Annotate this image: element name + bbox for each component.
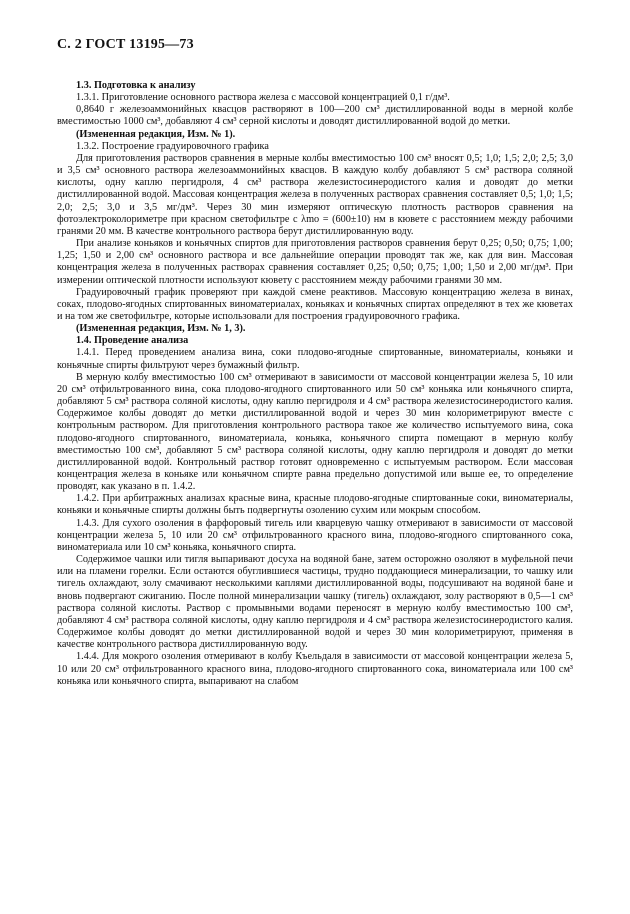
document-body — [57, 80, 573, 688]
amendment-note: (Измененная редакция, Изм. № 1, 3). — [76, 323, 246, 335]
paragraph: 1.4.1. Перед проведением анализа вина, соки плодово-ягодные спиртованные, виноматериалы, коньяки и коньячные спирты фильтруют через бумажный фильтр. — [57, 347, 573, 371]
paragraph: В мерную колбу вместимостью 100 см³ отмеривают в зависимости от массовой концентрации железа 5, 10 или 20 см³ отфильтрованного вина, сока плодово-ягодного спиртованного или 50 см³ коньяка или коньячного спирта, добавляют 5 см³ раствора соляной кислоты, одну каплю пергидроля и 4 см³ раствора железистосинеродистого калия. Содержимое колбы доводят до метки дистиллированной водой и через 30 мин колориметрируют вместе с контрольным раствором. Для приготовления контрольного раствора такое же количество испытуемого вина, сока плодово-ягодного спиртованного, виноматериала, коньяка, коньячного спирта помещают в мерную колбу вместимостью 100 см³, добавляют 5 см³ раствора соляной кислоты, одну каплю пергидроля и доводят до метки дистиллированной водой. Контрольный раствор готовят одновременно с испытуемым раствором. Если массовая концентрация железа в коньяке или коньячном спирте равна предельно допустимой или выше ее, то определение проводят, как указано в п. 1.4.2. — [57, 371, 573, 493]
paragraph: Градуировочный график проверяют при каждой смене реактивов. Массовую концентрацию железа в винах, соках, плодово-ягодных спиртованных виноматериалах, коньяках и коньячных спиртах определяют в тех же кюветах и на том же светофильтре, которые использовали для построения градуировочного графика. — [57, 286, 573, 322]
section-heading: 1.3. Подготовка к анализу — [76, 80, 196, 91]
amendment-note: (Измененная редакция, Изм. № 1). — [76, 128, 236, 140]
paragraph: Для приготовления растворов сравнения в мерные колбы вместимостью 100 см³ вносят 0,5; 1,0; 1,5; 2,0; 2,5; 3,0 и 3,5 см³ основного раствора железоаммонийных квасцов. В каждую колбу добавляют 5 см³ раствора соляной кислоты, одну каплю пергидроля, 4 см³ раствора железистосинеродистого калия и доводят до метки дистиллированной водой. Массовая концентрация железа в полученных растворах сравнения составляет 0,5; 1,0; 1,5; 2,0; 2,5; 3,0 и 3,5 мг/дм³. Через 30 мин измеряют оптическую плотность растворов сравнения на фотоэлектроколориметре при красном светофильтре с λmo = (600±10) нм в кювете с расстоянием между рабочими гранями 20 мм. В качестве контрольного раствора берут дистиллированную воду. — [57, 152, 573, 237]
paragraph: 1.4.2. При арбитражных анализах красные вина, красные плодово-ягодные спиртованные соки, виноматериалы, коньяки и коньячные спирты должны быть подвергнуты озолению сухим или мокрым способом. — [57, 493, 573, 517]
paragraph: 0,8640 г железоаммонийных квасцов растворяют в 100—200 см³ дистиллированной воды в мерной колбе вместимостью 1000 см³, добавляют 4 см³ серной кислоты и доводят дистиллированной водой до метки. — [57, 104, 573, 128]
paragraph: 1.4.3. Для сухого озоления в фарфоровый тигель или кварцевую чашку отмеривают в зависимости от массовой концентрации железа 5, 10 или 20 см³ отфильтрованного красного вина, плодово-ягодного спиртованного сока, виноматериала или 10 см³ коньяка, коньячного спирта. — [57, 517, 573, 553]
paragraph: 1.3.2. Построение градуировочного графика — [76, 140, 269, 152]
paragraph: Содержимое чашки или тигля выпаривают досуха на водяной бане, затем осторожно озоляют в муфельной печи или на пламени горелки. Если остаются обуглившиеся частицы, трудно поддающиеся минерализации, то чашку или тигель охлаждают, золу смачивают несколькими каплями дистиллированной воды, подсушивают на водяной бане и вновь подвергают сжиганию. После полной минерализации чашку (тигель) охлаждают, золу растворяют в 0,5—1 см³ раствора соляной кислоты. Раствор с промывными водами переносят в мерную колбу вместимостью 100 см³, добавляют 4 см³ раствора соляной кислоты, одну каплю пергидроля и 4 см³ раствора железистосинеродистого калия. Содержимое колбы доводят до метки дистиллированной водой и через 30 мин колориметрируют, применяя в качестве контрольного раствора дистиллированную воду. — [57, 554, 573, 651]
section-heading: 1.4. Проведение анализа — [76, 335, 189, 347]
paragraph: 1.4.4. Для мокрого озоления отмеривают в колбу Къельдаля в зависимости от массовой концентрации железа 5, 10 или 20 см³ отфильтрованного красного вина, плодово-ягодного спиртованного сока, виноматериала или 100 см³ коньяка или коньячного спирта, выпаривают на слабом — [57, 651, 573, 687]
page-header: С. 2 ГОСТ 13195—73 — [57, 37, 194, 52]
paragraph: 1.3.1. Приготовление основного раствора железа с массовой концентрацией 0,1 г/дм³. — [76, 92, 450, 104]
paragraph: При анализе коньяков и коньячных спиртов для приготовления растворов сравнения берут 0,25; 0,50; 0,75; 1,00; 1,25; 1,50 и 2,00 см³ основного раствора и все дальнейшие операции проводят так же, как для вин. Массовая концентрация железа в полученных растворах сравнения составляет 0,25; 0,50; 0,75; 1,00; 1,50 и 2,00 мг/дм³. При измерении оптической плотности используют кювету с расстоянием между рабочими гранями 30 мм. — [57, 238, 573, 286]
